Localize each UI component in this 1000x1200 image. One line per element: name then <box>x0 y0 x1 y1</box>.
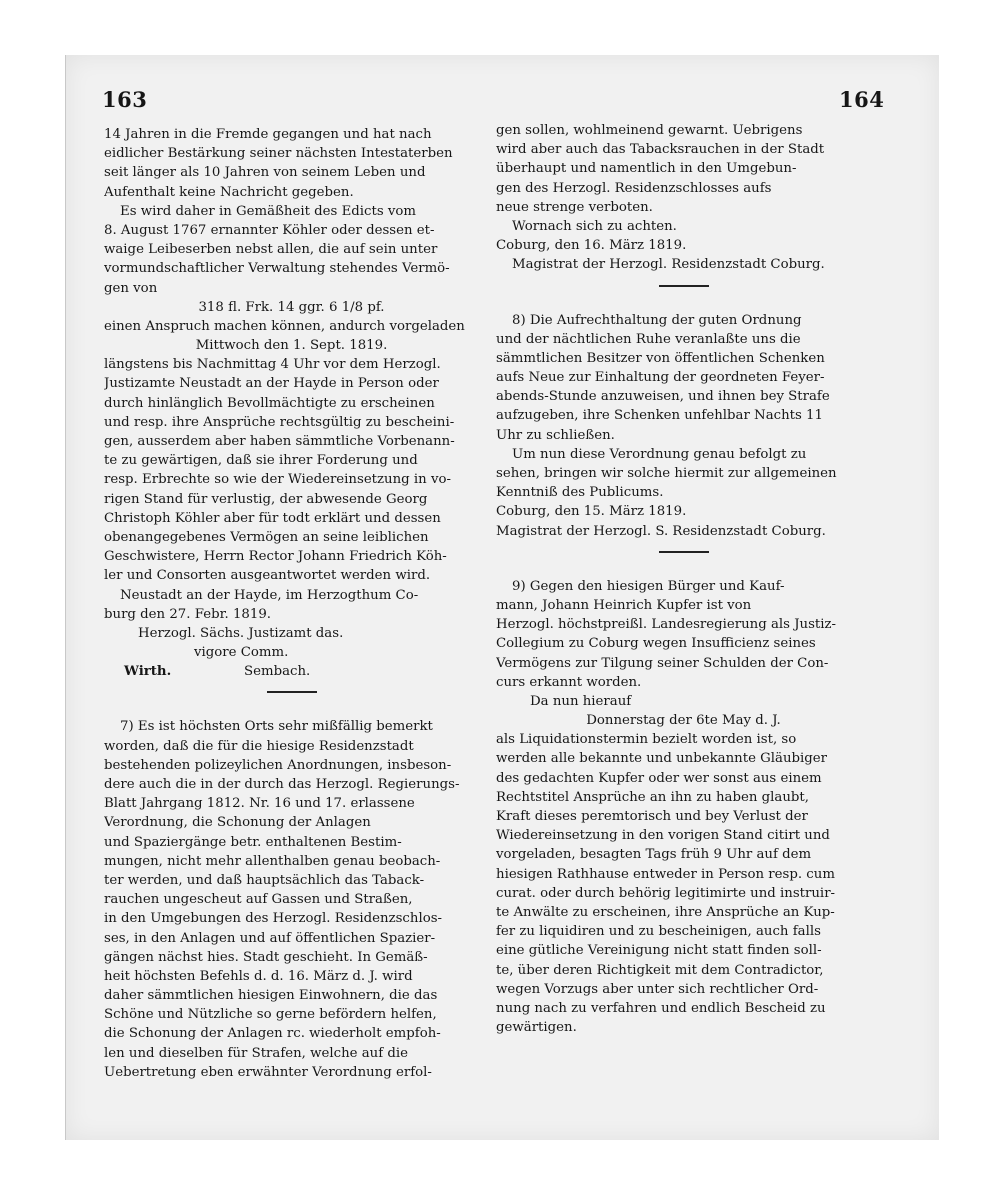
notice-koehler <box>104 125 479 662</box>
text-line: bestehenden polizeylichen Anordnungen, insbeson- <box>104 757 452 773</box>
text-line: len und dieselben für Strafen, welche auf die <box>104 1045 409 1061</box>
text-line: vormundschaftlicher Verwaltung stehendes Vermö- <box>104 261 450 277</box>
text-line: abends-Stunde anzuweisen, und ihnen bey Strafe <box>496 389 830 405</box>
left-column <box>104 125 479 1082</box>
text-line: Wiedereinsetzung in den vorigen Stand citirt und <box>496 828 830 844</box>
text-line: 14 Jahren in die Fremde gegangen und hat nach <box>104 127 432 142</box>
right-column <box>496 121 871 1037</box>
text-line: heit höchsten Befehls d. d. 16. März d. J. wird <box>104 968 413 984</box>
signature-sembach: Sembach. <box>244 664 311 680</box>
text-line: eidlicher Bestärkung seiner nächsten Intestaterben <box>104 146 453 162</box>
text-line: und Spaziergänge betr. enthaltenen Bestim- <box>104 834 402 850</box>
text-line: ter werden, und daß hauptsächlich das Taback- <box>104 872 425 888</box>
text-line: in den Umgebungen des Herzogl. Residenzschlos- <box>104 911 443 927</box>
text-line: worden, daß die für die hiesige Residenzstadt <box>104 738 414 754</box>
text-line: eine gütliche Vereinigung nicht statt finden soll- <box>496 943 822 959</box>
text-line: rauchen ungescheut auf Gassen und Straßen, <box>104 892 413 908</box>
text-line: werden alle bekannte und unbekannte Gläubiger <box>496 751 828 767</box>
page-number-left: 163 <box>102 87 148 112</box>
text-line: Collegium zu Coburg wegen Insufficienz seines <box>496 636 816 652</box>
text-line: 8) Die Aufrechthaltung der guten Ordnung <box>512 312 802 328</box>
text-line: wird aber auch das Tabacksrauchen in der Stadt <box>496 142 825 158</box>
text-line: rigen Stand für verlustig, der abwesende Georg <box>104 491 428 507</box>
text-line: 318 fl. Frk. 14 ggr. 6 1/8 pf. <box>198 299 385 315</box>
text-line: seit länger als 10 Jahren von seinem Leben und <box>104 165 426 181</box>
text-line: überhaupt und namentlich in den Umgebun- <box>496 161 797 177</box>
text-line: te, über deren Richtigkeit mit dem Contradictor, <box>496 962 824 978</box>
text-line: gen sollen, wohlmeinend gewarnt. Uebrigens <box>496 123 803 138</box>
text-line: obenangegebenes Vermögen an seine leiblichen <box>104 529 429 545</box>
text-line: 8. August 1767 ernannter Köhler oder dessen et- <box>104 222 435 238</box>
signature-line <box>104 662 479 681</box>
text-line: te Anwälte zu erscheinen, ihre Ansprüche an Kup- <box>496 904 835 920</box>
text-line: vigore Comm. <box>194 645 289 661</box>
text-line: Blatt Jahrgang 1812. Nr. 16 und 17. erlassene <box>104 796 415 812</box>
text-line: Verordnung, die Schonung der Anlagen <box>104 815 371 831</box>
text-line: Christoph Köhler aber für todt erklärt und dessen <box>104 510 441 526</box>
text-line: längstens bis Nachmittag 4 Uhr vor dem Herzogl. <box>104 357 441 373</box>
notice-7-continued <box>496 121 871 275</box>
text-line: mungen, nicht mehr allenthalben genau beobach- <box>104 853 441 869</box>
notice-8-taverns <box>496 311 871 541</box>
text-line: dere auch die in der durch das Herzogl. Regierungs- <box>104 777 460 792</box>
text-line: die Schonung der Anlagen rc. wiederholt empfoh- <box>104 1026 441 1042</box>
text-line: Coburg, den 15. März 1819. <box>496 504 687 520</box>
text-line: waige Leibeserben nebst allen, die auf sein unter <box>104 242 438 258</box>
text-line: hiesigen Rathhause entweder in Person resp. cum <box>496 866 835 882</box>
text-line: 9) Gegen den hiesigen Bürger und Kauf- <box>512 578 785 594</box>
text-line: mann, Johann Heinrich Kupfer ist von <box>496 597 752 613</box>
text-line: des gedachten Kupfer oder wer sonst aus einem <box>496 770 822 786</box>
text-line: einen Anspruch machen können, andurch vorgeladen <box>104 318 465 334</box>
signature-wirth: Wirth. <box>124 664 172 680</box>
text-line: curat. oder durch behörig legitimirte und instruir- <box>496 885 836 901</box>
text-line: Herzogl. Sächs. Justizamt das. <box>138 625 344 641</box>
text-line: curs erkannt worden. <box>496 674 642 690</box>
text-line: und der nächtlichen Ruhe veranlaßte uns die <box>496 331 801 347</box>
text-line: Uebertretung eben erwähnter Verordnung erfol- <box>104 1064 432 1080</box>
text-line: Wornach sich zu achten. <box>512 218 677 234</box>
text-line: Aufenthalt keine Nachricht gegeben. <box>104 184 354 200</box>
text-line: als Liquidationstermin bezielt worden ist, so <box>496 732 797 748</box>
text-line: Neustadt an der Hayde, im Herzogthum Co- <box>120 587 419 603</box>
text-line: Justizamte Neustadt an der Hayde in Person oder <box>104 376 439 392</box>
section-divider <box>496 541 871 563</box>
text-line: durch hinlänglich Bevollmächtigte zu erscheinen <box>104 395 435 411</box>
notice-9-bankruptcy <box>496 577 871 1038</box>
text-line: neue strenge verboten. <box>496 199 653 215</box>
text-line: Uhr zu schließen. <box>496 427 615 443</box>
text-line: Schöne und Nützliche so gerne befördern helfen, <box>104 1007 437 1023</box>
text-line: Es wird daher in Gemäßheit des Edicts vom <box>120 203 417 219</box>
text-line: gängen nächst hies. Stadt geschieht. In Gemäß- <box>104 949 428 965</box>
text-line: Donnerstag der 6te May d. J. <box>586 713 781 729</box>
text-line: ses, in den Anlagen und auf öffentlichen Spazier- <box>104 930 436 946</box>
text-line: gewärtigen. <box>496 1020 577 1036</box>
text-line: Um nun diese Verordnung genau befolgt zu <box>512 446 807 462</box>
text-line: vorgeladen, besagten Tags früh 9 Uhr auf dem <box>496 847 812 863</box>
text-line: Rechtstitel Ansprüche an ihn zu haben glaubt, <box>496 789 809 805</box>
text-line: resp. Erbrechte so wie der Wiedereinsetzung in vo- <box>104 472 451 488</box>
text-line: nung nach zu verfahren und endlich Bescheid zu <box>496 1000 826 1016</box>
text-line: ler und Consorten ausgeantwortet werden wird. <box>104 568 431 584</box>
text-line: Geschwistere, Herrn Rector Johann Friedrich Köh- <box>104 549 447 565</box>
text-line: Mittwoch den 1. Sept. 1819. <box>195 338 388 354</box>
text-line: daher sämmtlichen hiesigen Einwohnern, die das <box>104 988 438 1004</box>
notice-7-smoking <box>104 717 479 1082</box>
text-line: gen, ausserdem aber haben sämmtliche Vorbenann- <box>104 434 455 449</box>
text-line: gen von <box>104 280 158 296</box>
text-line: Kenntniß des Publicums. <box>496 485 664 501</box>
text-line: aufzugeben, ihre Schenken unfehlbar Nachts 11 <box>496 408 823 424</box>
text-line: Herzogl. höchstpreißl. Landesregierung als Justiz- <box>496 617 837 633</box>
scanned-page <box>65 55 939 1140</box>
text-line: Da nun hierauf <box>530 693 632 709</box>
text-line: sämmtlichen Besitzer von öffentlichen Schenken <box>496 350 825 366</box>
text-line: fer zu liquidiren und zu bescheinigen, auch falls <box>496 924 821 940</box>
text-line: wegen Vorzugs aber unter sich rechtlicher Ord- <box>496 981 819 997</box>
text-line: burg den 27. Febr. 1819. <box>104 606 272 622</box>
text-line: aufs Neue zur Einhaltung der geordneten Feyer- <box>496 370 825 386</box>
text-line: sehen, bringen wir solche hiermit zur allgemeinen <box>496 466 837 481</box>
text-line: Kraft dieses peremtorisch und bey Verlust der <box>496 809 808 824</box>
text-line: Vermögens zur Tilgung seiner Schulden der Con- <box>496 655 829 671</box>
text-line: te zu gewärtigen, daß sie ihrer Forderung und <box>104 453 418 469</box>
text-line: gen des Herzogl. Residenzschlosses aufs <box>496 180 772 196</box>
text-line: Magistrat der Herzogl. Residenzstadt Coburg. <box>512 257 825 273</box>
text-line: Magistrat der Herzogl. S. Residenzstadt Coburg. <box>496 523 826 539</box>
section-divider <box>496 275 871 297</box>
text-line: 7) Es ist höchsten Orts sehr mißfällig bemerkt <box>120 719 433 735</box>
section-divider <box>104 681 479 703</box>
text-line: Coburg, den 16. März 1819. <box>496 238 687 254</box>
text-line: und resp. ihre Ansprüche rechtsgültig zu bescheini- <box>104 414 455 430</box>
page-number-right: 164 <box>839 87 885 112</box>
